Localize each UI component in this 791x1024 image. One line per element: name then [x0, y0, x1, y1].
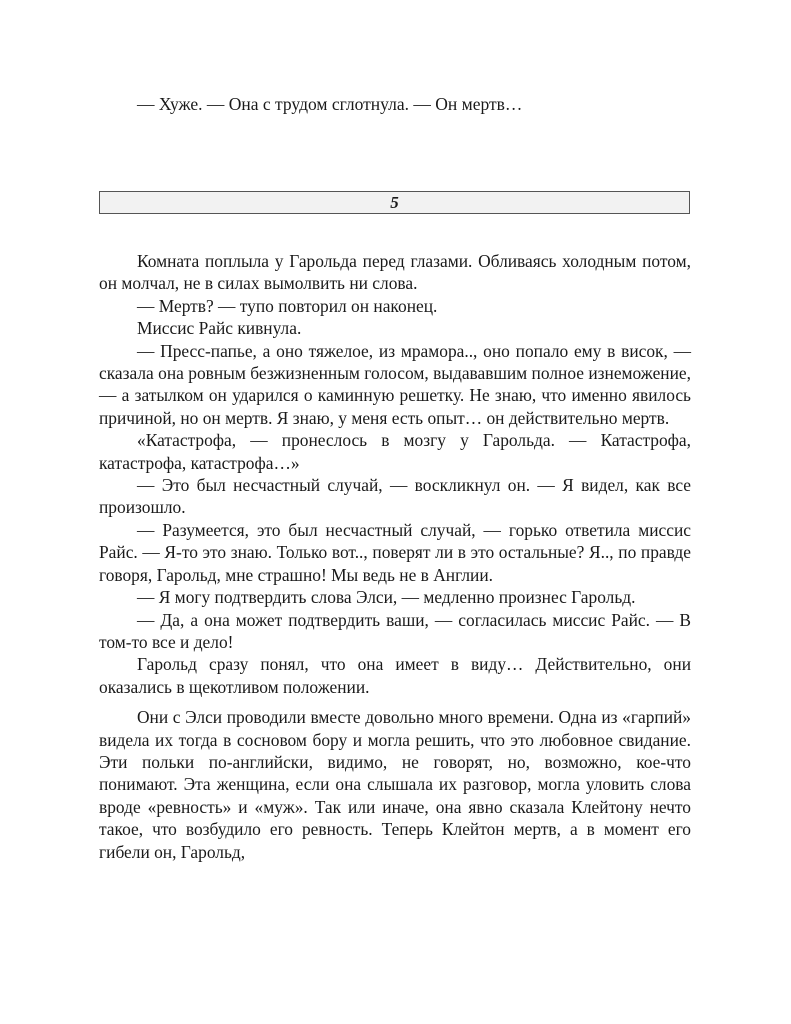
paragraph: Комната поплыла у Гарольда перед глазами. Обливаясь холодным потом, он молчал, не в силах вымолвить ни слова. [99, 251, 691, 294]
body-text [99, 250, 691, 863]
paragraph: — Это был несчастный случай, — воскликнул он. — Я видел, как все произошло. [99, 475, 691, 518]
chapter-heading [99, 191, 690, 214]
paragraph: «Катастрофа, — пронеслось в мозгу у Гарольда. — Катастрофа, катастрофа, катастрофа…» [99, 430, 691, 473]
paragraph: Миссис Райс кивнула. [137, 318, 302, 339]
paragraph: Гарольд сразу понял, что она имеет в виду… Действительно, они оказались в щекотливом положении. [99, 654, 691, 697]
top-dialogue-line: — Хуже. — Она с трудом сглотнула. — Он мертв… [137, 94, 523, 114]
paragraph: — Разумеется, это был несчастный случай, — горько ответила миссис Райс. — Я-то это знаю. Только вот.., поверят ли в это остальные? Я.., по правде говоря, Гарольд, мне страшно! Мы ведь не в Англии. [99, 519, 691, 585]
chapter-number: 5 [390, 193, 399, 212]
paragraph: — Я могу подтвердить слова Элси, — медленно произнес Гарольд. [137, 587, 636, 608]
paragraph: — Мертв? — тупо повторил он наконец. [137, 295, 438, 316]
paragraph: Они с Элси проводили вместе довольно много времени. Одна из «гарпий» видела их тогда в сосновом бору и могла решить, что это любовное свидание. Эти польки по-английски, видимо, не говорят, но, возможно, кое-что понимают. Эта женщина, если она слышала их разговор, могла уловить слова вроде «ревность» и «муж». Так или иначе, она явно сказала Клейтону нечто такое, что возбудило его ревность. Теперь Клейтон мертв, а в момент его гибели он, Гарольд, [99, 707, 691, 862]
paragraph: — Пресс-папье, а оно тяжелое, из мрамора.., оно попало ему в висок, — сказала она ровным безжизненным голосом, выдававшим полное изнеможение, — а затылком он ударился о каминную решетку. Не знаю, что именно явилось причиной, но он мертв. Я знаю, у меня есть опыт… он действительно мертв. [99, 340, 691, 428]
paragraph: — Да, а она может подтвердить ваши, — согласилась миссис Райс. — В том-то все и дело! [99, 609, 691, 652]
